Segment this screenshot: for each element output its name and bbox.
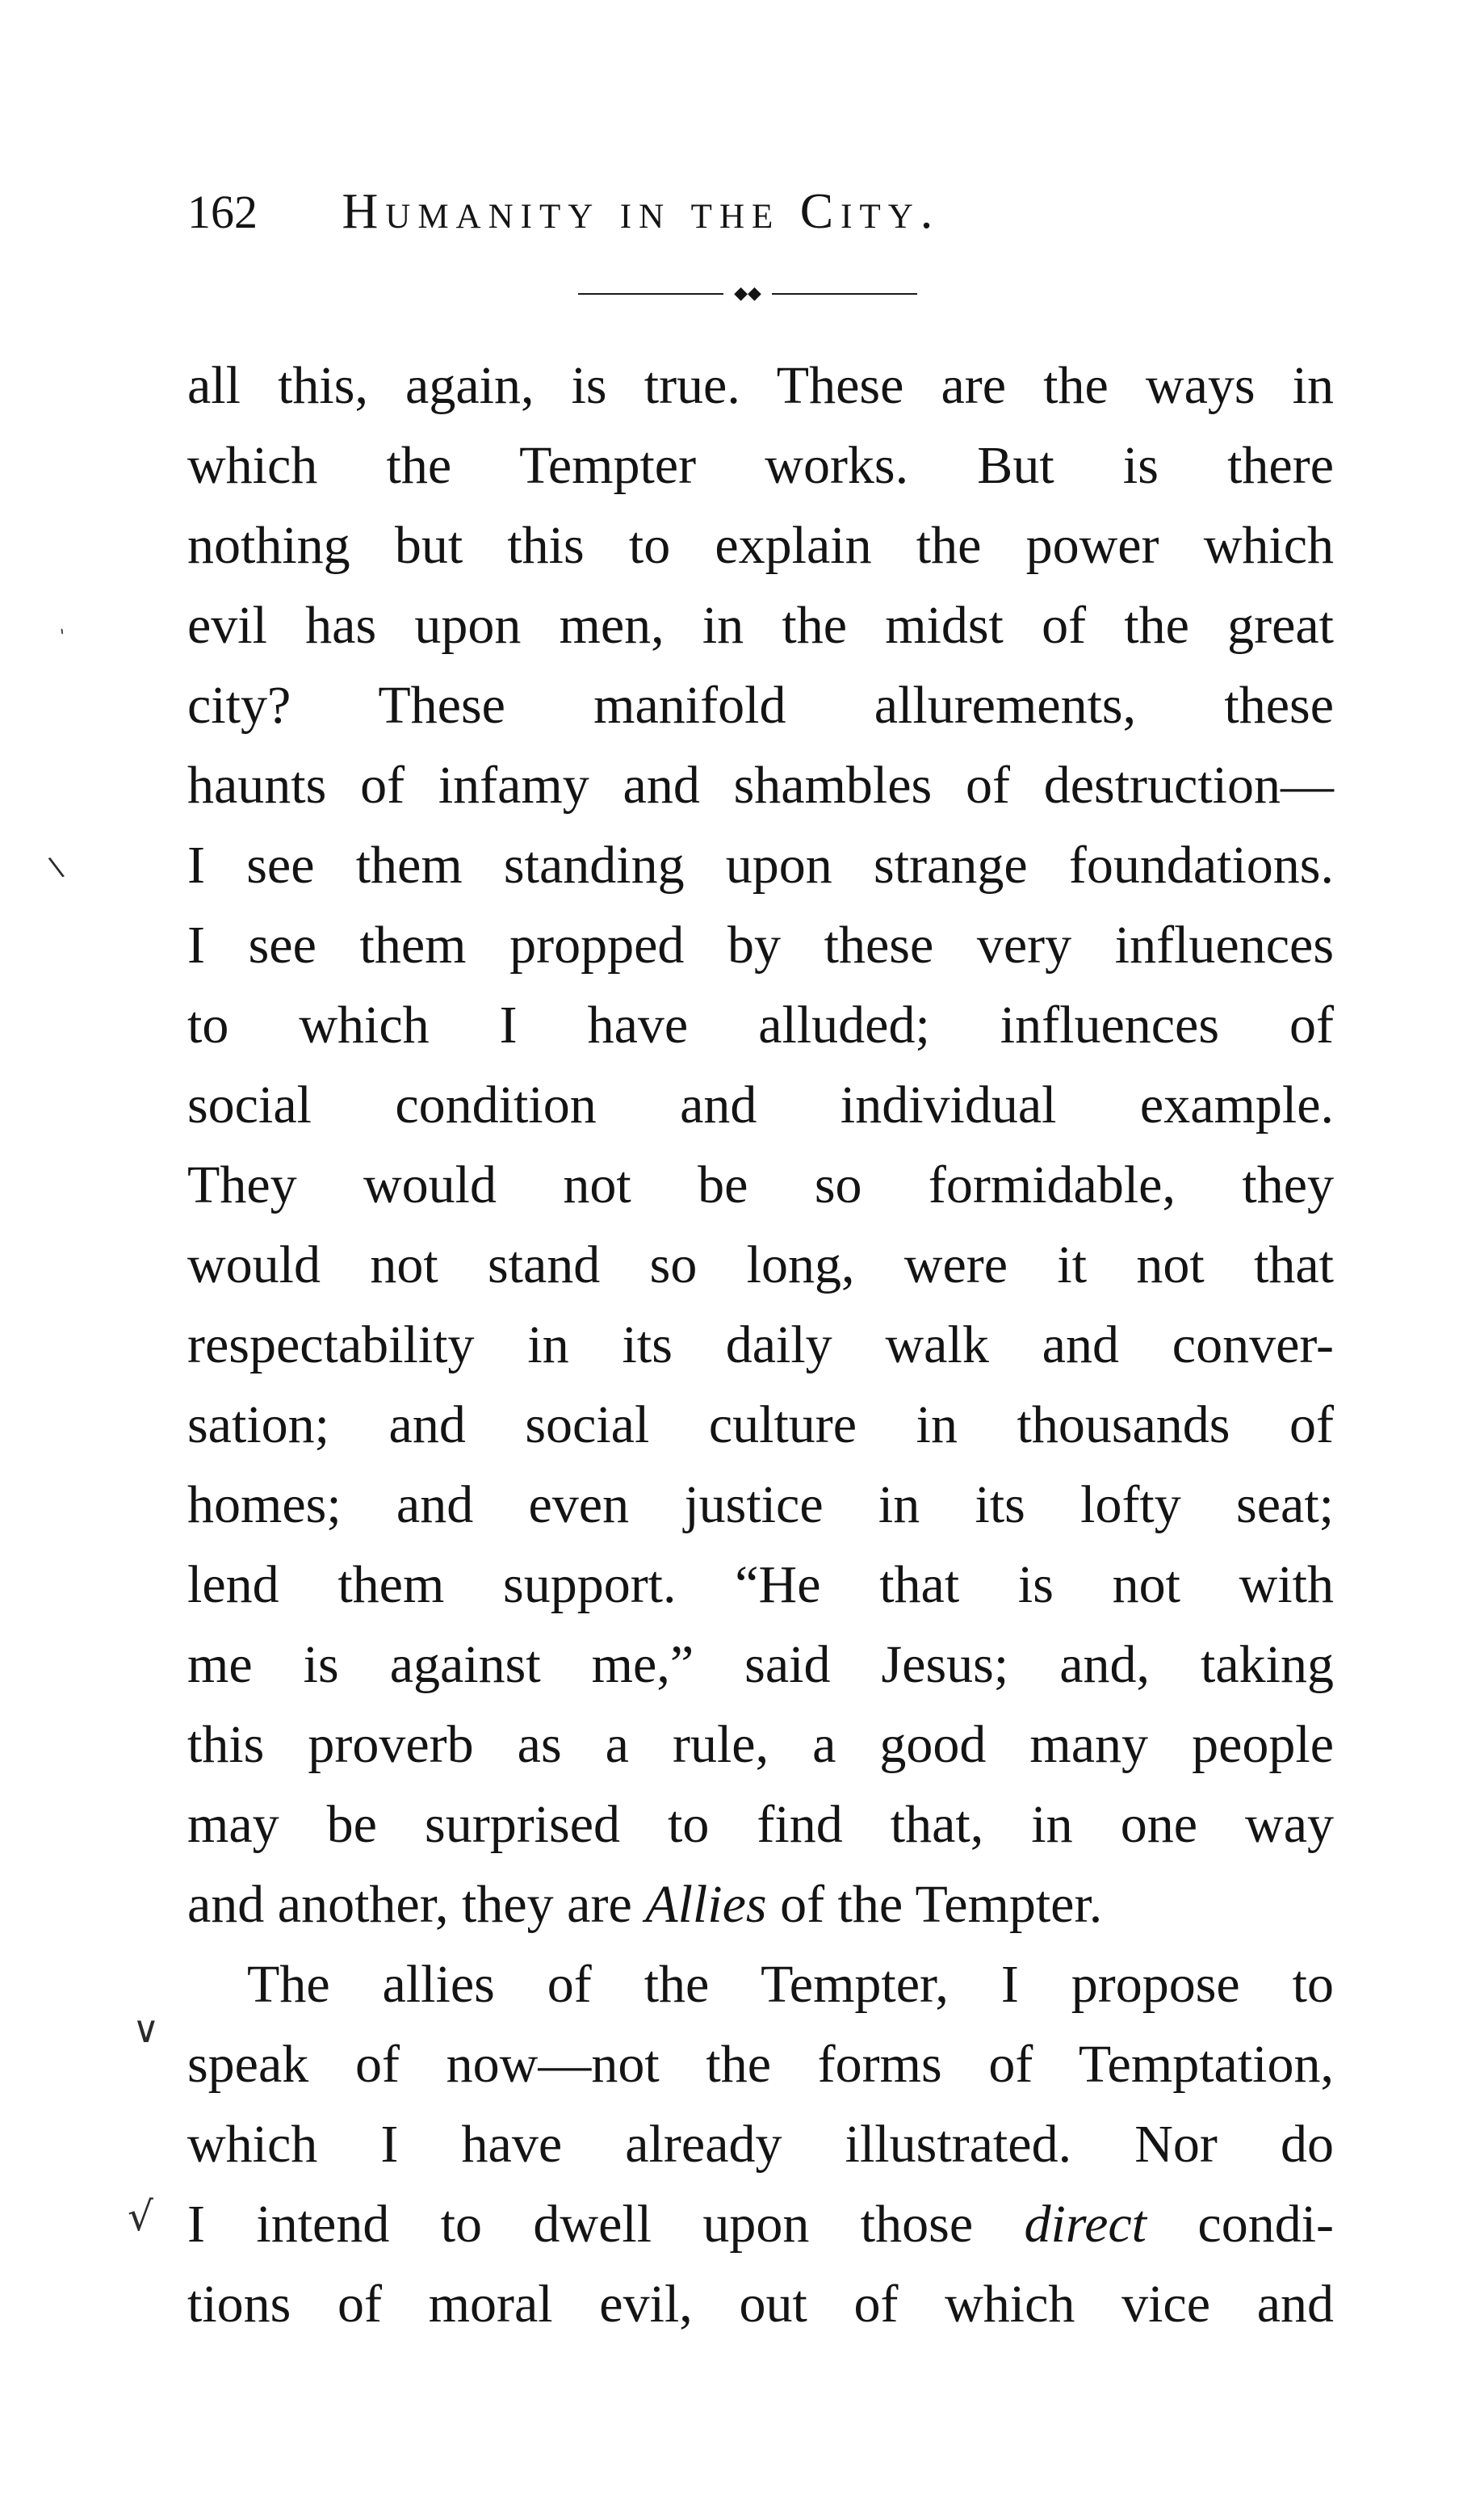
running-title: Humanity in the City. xyxy=(342,184,941,239)
line-text-before: and another, they are xyxy=(187,1875,646,1934)
text-line: all this, again, is true. These are the ways in xyxy=(187,356,1334,415)
text-line-with-emphasis xyxy=(187,1864,1334,1944)
text-line: haunts of infamy and shambles of destruction— xyxy=(187,756,1334,815)
text-line: lend them support. “He that is not with xyxy=(187,1555,1334,1614)
text-line: me is against me,” said Jesus; and, taking xyxy=(187,1635,1334,1694)
margin-slash-icon: \ xyxy=(46,850,66,884)
text-line: I see them propped by these very influences xyxy=(187,916,1334,975)
text-line: I see them standing upon strange foundations. xyxy=(187,836,1334,895)
text-line: nothing but this to explain the power which xyxy=(187,516,1334,575)
text-line: They would not be so formidable, they xyxy=(187,1155,1334,1214)
text-line: social condition and individual example. xyxy=(187,1076,1334,1134)
margin-checkmark-icon: √ xyxy=(128,2193,153,2240)
text-line: may be surprised to find that, in one way xyxy=(187,1795,1334,1854)
line-text-after: condi- xyxy=(1147,2195,1335,2254)
text-line: to which I have alluded; influences of xyxy=(187,996,1334,1055)
text-line: city? These manifold allurements, these xyxy=(187,676,1334,735)
ornament-rule-right xyxy=(772,293,917,295)
text-line: which I have already illustrated. Nor do xyxy=(187,2115,1334,2174)
text-line: sation; and social culture in thousands of xyxy=(187,1395,1334,1454)
text-line-with-emphasis xyxy=(187,2184,1334,2264)
margin-v-mark-icon: ∨ xyxy=(132,2007,160,2051)
text-line: evil has upon men, in the midst of the great xyxy=(187,596,1334,655)
text-line: this proverb as a rule, a good many people xyxy=(187,1715,1334,1774)
text-line: tions of moral evil, out of which vice and xyxy=(187,2275,1334,2334)
ornament-rule-left xyxy=(578,293,723,295)
text-line: respectability in its daily walk and conver- xyxy=(187,1315,1334,1374)
header-ornament xyxy=(578,284,917,304)
text-line: homes; and even justice in its lofty seat; xyxy=(187,1475,1334,1534)
page-body-text xyxy=(187,346,1334,2344)
line-text-after: of the Tempter. xyxy=(766,1875,1103,1934)
text-line: speak of now—not the forms of Temptation, xyxy=(187,2035,1334,2094)
paragraph-first-line: The allies of the Tempter, I propose to xyxy=(247,1955,1334,2014)
italic-emphasis: direct xyxy=(1024,2195,1147,2254)
line-text-before: I intend to dwell upon those xyxy=(187,2195,1025,2254)
running-header xyxy=(187,179,1334,244)
text-line: would not stand so long, were it not that xyxy=(187,1235,1334,1294)
page-number: 162 xyxy=(187,186,258,238)
ornament-diamond-icon: ◆◆ xyxy=(734,283,761,304)
margin-tick-icon: ˎ xyxy=(57,610,80,638)
italic-emphasis: Allies xyxy=(645,1875,767,1934)
text-line: which the Tempter works. But is there xyxy=(187,436,1334,495)
